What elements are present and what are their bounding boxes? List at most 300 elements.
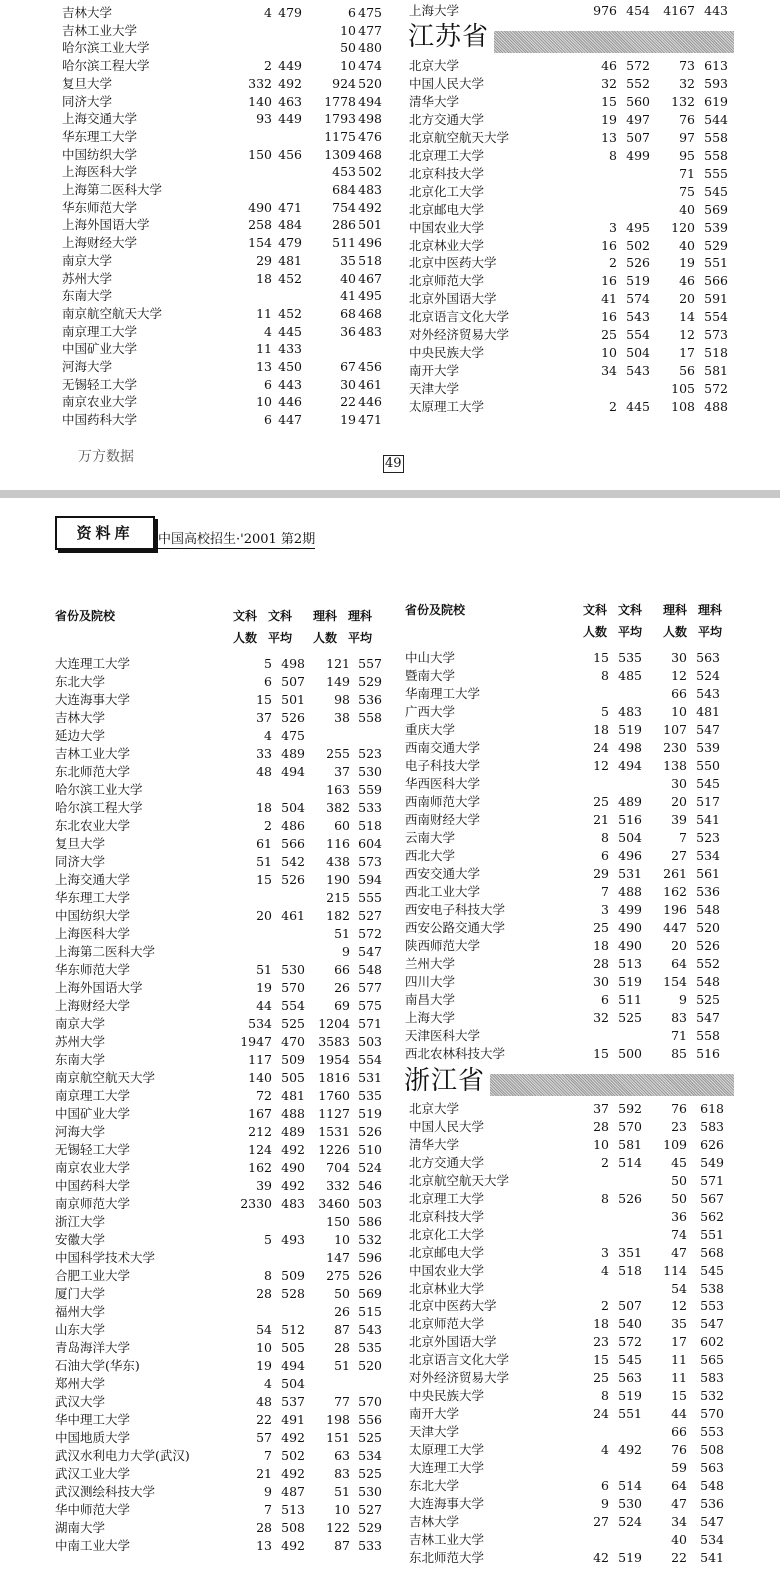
wen-count: 6 — [264, 674, 272, 689]
li-avg: 559 — [358, 782, 382, 797]
li-count: 704 — [326, 1160, 350, 1175]
wen-avg: 528 — [281, 1286, 305, 1301]
table-row — [405, 721, 745, 739]
wen-count: 19 — [601, 111, 617, 127]
wen-avg: 490 — [281, 1160, 305, 1175]
school-name: 武汉测绘科技大学 — [55, 1484, 156, 1499]
school-name: 西北工业大学 — [405, 884, 481, 899]
table-row — [409, 308, 749, 326]
li-count: 198 — [326, 1412, 350, 1427]
school-name: 上海第二医科大学 — [55, 944, 156, 959]
wen-count: 124 — [248, 1142, 272, 1157]
school-name: 中国矿业大学 — [55, 1106, 131, 1121]
table-row — [409, 1226, 749, 1244]
table-row — [55, 1015, 385, 1033]
li-count: 35 — [671, 1316, 687, 1332]
wen-count: 4 — [264, 323, 272, 339]
li-count: 30 — [340, 376, 356, 392]
school-name: 安徽大学 — [55, 1232, 106, 1247]
wen-count: 51 — [256, 962, 272, 977]
wen-count: 20 — [256, 908, 272, 923]
wen-count: 2 — [264, 818, 272, 833]
wen-count: 6 — [601, 992, 609, 1007]
li-avg: 565 — [700, 1352, 724, 1368]
table-row — [55, 1447, 385, 1465]
table-row — [62, 234, 392, 252]
school-name: 云南大学 — [405, 830, 456, 845]
li-count: 9 — [679, 992, 687, 1007]
li-count: 66 — [671, 1424, 687, 1440]
wen-avg: 452 — [278, 270, 302, 286]
table-row — [409, 1387, 749, 1405]
school-name: 吉林大学 — [62, 5, 113, 20]
li-count: 23 — [671, 1118, 687, 1134]
school-name: 大连海事大学 — [55, 692, 131, 707]
wen-avg: 484 — [278, 217, 302, 233]
li-avg: 503 — [358, 1196, 382, 1211]
table-row — [55, 799, 385, 817]
li-avg: 541 — [700, 1549, 724, 1565]
li-avg: 571 — [358, 1016, 382, 1031]
li-avg: 567 — [700, 1190, 724, 1206]
li-avg: 532 — [700, 1388, 724, 1404]
table-row — [409, 183, 749, 201]
wen-count: 28 — [256, 1520, 272, 1535]
li-avg: 538 — [700, 1280, 724, 1296]
li-count: 64 — [671, 956, 687, 971]
li-avg: 569 — [358, 1286, 382, 1301]
li-count: 121 — [326, 656, 350, 671]
table-row — [405, 811, 745, 829]
li-avg: 539 — [696, 740, 720, 755]
li-count: 69 — [334, 998, 350, 1013]
table-row — [55, 1285, 385, 1303]
wen-avg: 490 — [618, 920, 642, 935]
li-avg: 468 — [358, 305, 382, 321]
wen-count: 57 — [256, 1430, 272, 1445]
li-avg: 525 — [358, 1430, 382, 1445]
li-avg: 443 — [704, 3, 728, 18]
wen-avg: 495 — [626, 219, 650, 235]
school-name: 福州大学 — [55, 1304, 106, 1319]
wen-avg: 483 — [281, 1196, 305, 1211]
wen-count: 140 — [248, 93, 272, 109]
wen-avg: 537 — [281, 1394, 305, 1409]
wen-count: 25 — [593, 1370, 609, 1386]
school-name: 郑州大学 — [55, 1376, 106, 1391]
school-name: 北京林业大学 — [409, 1280, 485, 1296]
header-li-count-2: 人数 — [313, 631, 338, 645]
table-row — [62, 376, 392, 394]
table-row — [62, 39, 392, 57]
table-row — [55, 763, 385, 781]
province-heading-bar-2 — [490, 1074, 734, 1096]
school-name: 南京师范大学 — [55, 1196, 131, 1211]
wen-count: 48 — [256, 1394, 272, 1409]
wen-count: 15 — [601, 93, 617, 109]
li-avg: 573 — [704, 327, 728, 343]
wen-count: 61 — [256, 836, 272, 851]
table-row — [62, 93, 392, 111]
table-row — [409, 75, 749, 93]
li-count: 30 — [671, 650, 687, 665]
li-avg: 520 — [358, 75, 382, 91]
table-row — [62, 358, 392, 376]
school-name: 南京理工大学 — [62, 323, 138, 339]
wen-avg: 554 — [626, 327, 650, 343]
wen-count: 18 — [593, 1316, 609, 1332]
li-count: 20 — [679, 291, 695, 307]
wen-count: 18 — [256, 800, 272, 815]
table-row — [409, 1531, 749, 1549]
table-row — [62, 252, 392, 270]
wen-count: 18 — [593, 938, 609, 953]
li-avg: 583 — [700, 1370, 724, 1386]
header-li-count-1-r: 理科 — [663, 603, 688, 617]
table-row — [55, 1051, 385, 1069]
wen-count: 15 — [593, 1046, 609, 1061]
li-avg: 532 — [358, 1232, 382, 1247]
li-count: 51 — [334, 1484, 350, 1499]
wen-count: 12 — [593, 758, 609, 773]
table-row — [409, 1423, 749, 1441]
wen-count: 13 — [256, 1538, 272, 1553]
header-school-r: 省份及院校 — [405, 603, 466, 617]
school-name: 上海财经大学 — [62, 235, 138, 251]
school-name: 北京林业大学 — [409, 237, 485, 253]
wen-avg: 526 — [626, 255, 650, 271]
li-count: 12 — [671, 1298, 687, 1314]
wen-count: 44 — [256, 998, 272, 1013]
school-name: 华中理工大学 — [55, 1412, 131, 1427]
li-avg: 626 — [700, 1136, 724, 1152]
wen-count: 2 — [609, 399, 617, 415]
li-avg: 554 — [704, 309, 728, 325]
li-avg: 481 — [696, 704, 720, 719]
school-name: 中国药科大学 — [62, 412, 138, 428]
wen-avg: 540 — [618, 1316, 642, 1332]
table-row — [409, 380, 749, 398]
school-name: 华东理工大学 — [62, 128, 138, 144]
wen-avg: 481 — [281, 1088, 305, 1103]
wen-count: 258 — [248, 217, 272, 233]
table-row — [409, 1118, 749, 1136]
table-row — [55, 1177, 385, 1195]
wen-avg: 452 — [278, 305, 302, 321]
school-name: 上海交通大学 — [55, 872, 131, 887]
school-name: 上海交通大学 — [62, 111, 138, 127]
li-count: 10 — [671, 704, 687, 719]
li-count: 45 — [671, 1154, 687, 1170]
li-count: 447 — [663, 920, 687, 935]
table-row — [405, 883, 745, 901]
li-count: 147 — [326, 1250, 350, 1265]
lower-page — [0, 498, 780, 1578]
wen-count: 41 — [601, 291, 617, 307]
school-name: 中国纺织大学 — [62, 146, 138, 162]
school-name: 西安公路交通大学 — [405, 920, 506, 935]
wen-avg: 505 — [281, 1340, 305, 1355]
li-count: 95 — [679, 147, 695, 163]
wen-avg: 446 — [278, 394, 302, 410]
school-name: 西安交通大学 — [405, 866, 481, 881]
li-avg: 596 — [358, 1250, 382, 1265]
li-avg: 523 — [696, 830, 720, 845]
wen-avg: 507 — [281, 674, 305, 689]
wen-avg: 504 — [618, 830, 642, 845]
school-name: 太原理工大学 — [409, 399, 485, 415]
li-avg: 553 — [700, 1298, 724, 1314]
table-row — [409, 1154, 749, 1172]
wen-count: 8 — [264, 1268, 272, 1283]
section-tag: 资料库 — [55, 516, 155, 550]
school-name: 北京科技大学 — [409, 165, 485, 181]
wen-avg: 554 — [281, 998, 305, 1013]
table-row — [55, 853, 385, 871]
wen-avg: 492 — [281, 1466, 305, 1481]
school-name: 中国人民大学 — [409, 75, 485, 91]
wen-avg: 471 — [278, 199, 302, 215]
wen-count: 37 — [256, 710, 272, 725]
wen-count: 5 — [264, 656, 272, 671]
li-count: 54 — [671, 1280, 687, 1296]
table-row — [409, 1244, 749, 1262]
li-count: 32 — [679, 75, 695, 91]
wen-count: 8 — [601, 1190, 609, 1206]
table-row — [55, 1033, 385, 1051]
wen-avg: 454 — [626, 3, 650, 18]
school-name: 中国地质大学 — [55, 1430, 131, 1445]
wen-avg: 494 — [281, 1358, 305, 1373]
table-row — [55, 1087, 385, 1105]
li-avg: 480 — [358, 40, 382, 56]
wen-count: 27 — [593, 1513, 609, 1529]
school-name: 中南工业大学 — [55, 1538, 131, 1553]
table-row — [62, 393, 392, 411]
wen-avg: 475 — [281, 728, 305, 743]
table-row — [409, 254, 749, 272]
school-name: 东南大学 — [55, 1052, 106, 1067]
table-row — [409, 1477, 749, 1495]
table-row — [405, 1045, 745, 1063]
table-row — [55, 871, 385, 889]
table-row — [405, 919, 745, 937]
wen-avg: 492 — [281, 1142, 305, 1157]
school-name: 南京大学 — [55, 1016, 106, 1031]
li-avg: 558 — [704, 129, 728, 145]
table-row — [62, 340, 392, 358]
province-heading-jiangsu: 江苏省 — [408, 22, 490, 52]
table-row — [55, 745, 385, 763]
wen-avg: 560 — [626, 93, 650, 109]
wen-avg: 488 — [281, 1106, 305, 1121]
table-row — [62, 287, 392, 305]
li-count: 107 — [663, 722, 687, 737]
wen-avg: 470 — [281, 1034, 305, 1049]
li-count: 19 — [679, 255, 695, 271]
school-name: 西北农林科技大学 — [405, 1046, 506, 1061]
school-name: 清华大学 — [409, 93, 460, 109]
table-row — [62, 110, 392, 128]
li-avg: 558 — [696, 1028, 720, 1043]
li-avg: 516 — [696, 1046, 720, 1061]
wen-avg: 530 — [281, 962, 305, 977]
wen-count: 33 — [256, 746, 272, 761]
table-row — [409, 165, 749, 183]
wen-count: 1947 — [240, 1034, 272, 1049]
wen-avg: 502 — [626, 237, 650, 253]
wen-count: 29 — [593, 866, 609, 881]
li-avg: 581 — [704, 363, 728, 379]
li-avg: 571 — [700, 1172, 724, 1188]
li-avg: 471 — [358, 412, 382, 428]
wen-count: 490 — [248, 199, 272, 215]
wen-count: 2 — [601, 1154, 609, 1170]
li-avg: 531 — [358, 1070, 382, 1085]
li-avg: 573 — [358, 854, 382, 869]
wen-count: 4 — [601, 1442, 609, 1458]
school-name: 吉林工业大学 — [62, 22, 138, 38]
li-avg: 618 — [700, 1101, 724, 1116]
wen-avg: 512 — [281, 1322, 305, 1337]
wen-avg: 445 — [278, 323, 302, 339]
school-name: 山东大学 — [55, 1322, 106, 1337]
wen-avg: 479 — [278, 5, 302, 20]
li-avg: 546 — [358, 1178, 382, 1193]
school-name: 武汉工业大学 — [55, 1466, 131, 1481]
wen-count: 2 — [609, 255, 617, 271]
wen-avg: 514 — [618, 1477, 642, 1493]
li-count: 35 — [340, 252, 356, 268]
li-count: 17 — [679, 345, 695, 361]
school-name: 东北师范大学 — [55, 764, 131, 779]
wen-avg: 504 — [281, 1376, 305, 1391]
table-row — [55, 1483, 385, 1501]
wen-count: 7 — [264, 1448, 272, 1463]
wen-avg: 509 — [281, 1052, 305, 1067]
wen-count: 162 — [248, 1160, 272, 1175]
wen-count: 28 — [256, 1286, 272, 1301]
li-count: 44 — [671, 1406, 687, 1422]
wen-count: 10 — [601, 345, 617, 361]
li-count: 50 — [671, 1172, 687, 1188]
li-avg: 548 — [696, 902, 720, 917]
li-avg: 508 — [700, 1442, 724, 1458]
wen-count: 167 — [248, 1106, 272, 1121]
wen-avg: 490 — [618, 938, 642, 953]
li-avg: 461 — [358, 376, 382, 392]
li-count: 924 — [332, 75, 356, 91]
li-count: 40 — [340, 270, 356, 286]
school-name: 北京语言文化大学 — [409, 309, 510, 325]
wen-count: 150 — [248, 146, 272, 162]
wen-avg: 449 — [278, 58, 302, 74]
li-count: 76 — [671, 1101, 687, 1116]
li-avg: 539 — [704, 219, 728, 235]
li-avg: 468 — [358, 146, 382, 162]
school-name: 浙江大学 — [55, 1214, 106, 1229]
wen-count: 19 — [256, 980, 272, 995]
school-name: 河海大学 — [62, 359, 113, 374]
wen-avg: 526 — [281, 710, 305, 725]
table-row — [62, 75, 392, 93]
li-count: 26 — [334, 1304, 350, 1319]
li-count: 12 — [679, 327, 695, 343]
table-row — [55, 1267, 385, 1285]
wen-avg: 570 — [618, 1118, 642, 1134]
li-avg: 498 — [358, 111, 382, 127]
school-name: 华东师范大学 — [55, 962, 131, 977]
table-row — [55, 1537, 385, 1555]
li-count: 46 — [679, 273, 695, 289]
wen-avg: 492 — [281, 1538, 305, 1553]
school-name: 厦门大学 — [55, 1286, 106, 1301]
li-avg: 551 — [700, 1226, 724, 1242]
li-count: 438 — [326, 854, 350, 869]
table-row — [55, 1465, 385, 1483]
wen-avg: 570 — [281, 980, 305, 995]
li-avg: 570 — [358, 1394, 382, 1409]
li-avg: 534 — [696, 848, 720, 863]
wen-avg: 572 — [618, 1334, 642, 1350]
wen-count: 140 — [248, 1070, 272, 1085]
li-avg: 568 — [700, 1244, 724, 1260]
table-row — [409, 1136, 749, 1154]
wen-count: 976 — [593, 3, 617, 18]
li-count: 10 — [334, 1502, 350, 1517]
wen-count: 22 — [256, 1412, 272, 1427]
table-row — [62, 199, 392, 217]
li-count: 74 — [671, 1226, 687, 1242]
school-name: 西南交通大学 — [405, 740, 481, 755]
upper-left-table — [62, 4, 392, 429]
wen-avg: 492 — [618, 1442, 642, 1458]
table-row — [409, 237, 749, 255]
table-row — [55, 1375, 385, 1393]
school-name: 兰州大学 — [405, 956, 456, 971]
school-name: 武汉大学 — [55, 1394, 106, 1409]
school-name: 哈尔滨工程大学 — [55, 800, 143, 815]
table-row — [405, 667, 745, 685]
lower-right-table-b — [409, 1100, 749, 1567]
table-row — [409, 290, 749, 308]
wen-avg: 489 — [281, 1124, 305, 1139]
wen-avg: 519 — [626, 273, 650, 289]
table-row — [55, 907, 385, 925]
li-count: 215 — [326, 890, 350, 905]
table-row — [409, 111, 749, 129]
wen-count: 15 — [593, 1352, 609, 1368]
school-name: 中国纺织大学 — [55, 908, 131, 923]
table-row — [55, 1429, 385, 1447]
table-row — [55, 1123, 385, 1141]
school-name: 中国药科大学 — [55, 1178, 131, 1193]
wen-count: 32 — [601, 75, 617, 91]
wen-avg: 524 — [618, 1513, 642, 1529]
li-avg: 517 — [696, 794, 720, 809]
wen-avg: 499 — [618, 902, 642, 917]
table-row — [409, 1441, 749, 1459]
li-count: 26 — [334, 980, 350, 995]
li-count: 59 — [671, 1460, 687, 1475]
wen-count: 15 — [256, 872, 272, 887]
table-row — [55, 1411, 385, 1429]
school-name: 苏州大学 — [55, 1034, 106, 1049]
school-name: 复旦大学 — [55, 836, 106, 851]
table-row — [62, 4, 392, 22]
li-count: 190 — [326, 872, 350, 887]
li-avg: 554 — [358, 1052, 382, 1067]
